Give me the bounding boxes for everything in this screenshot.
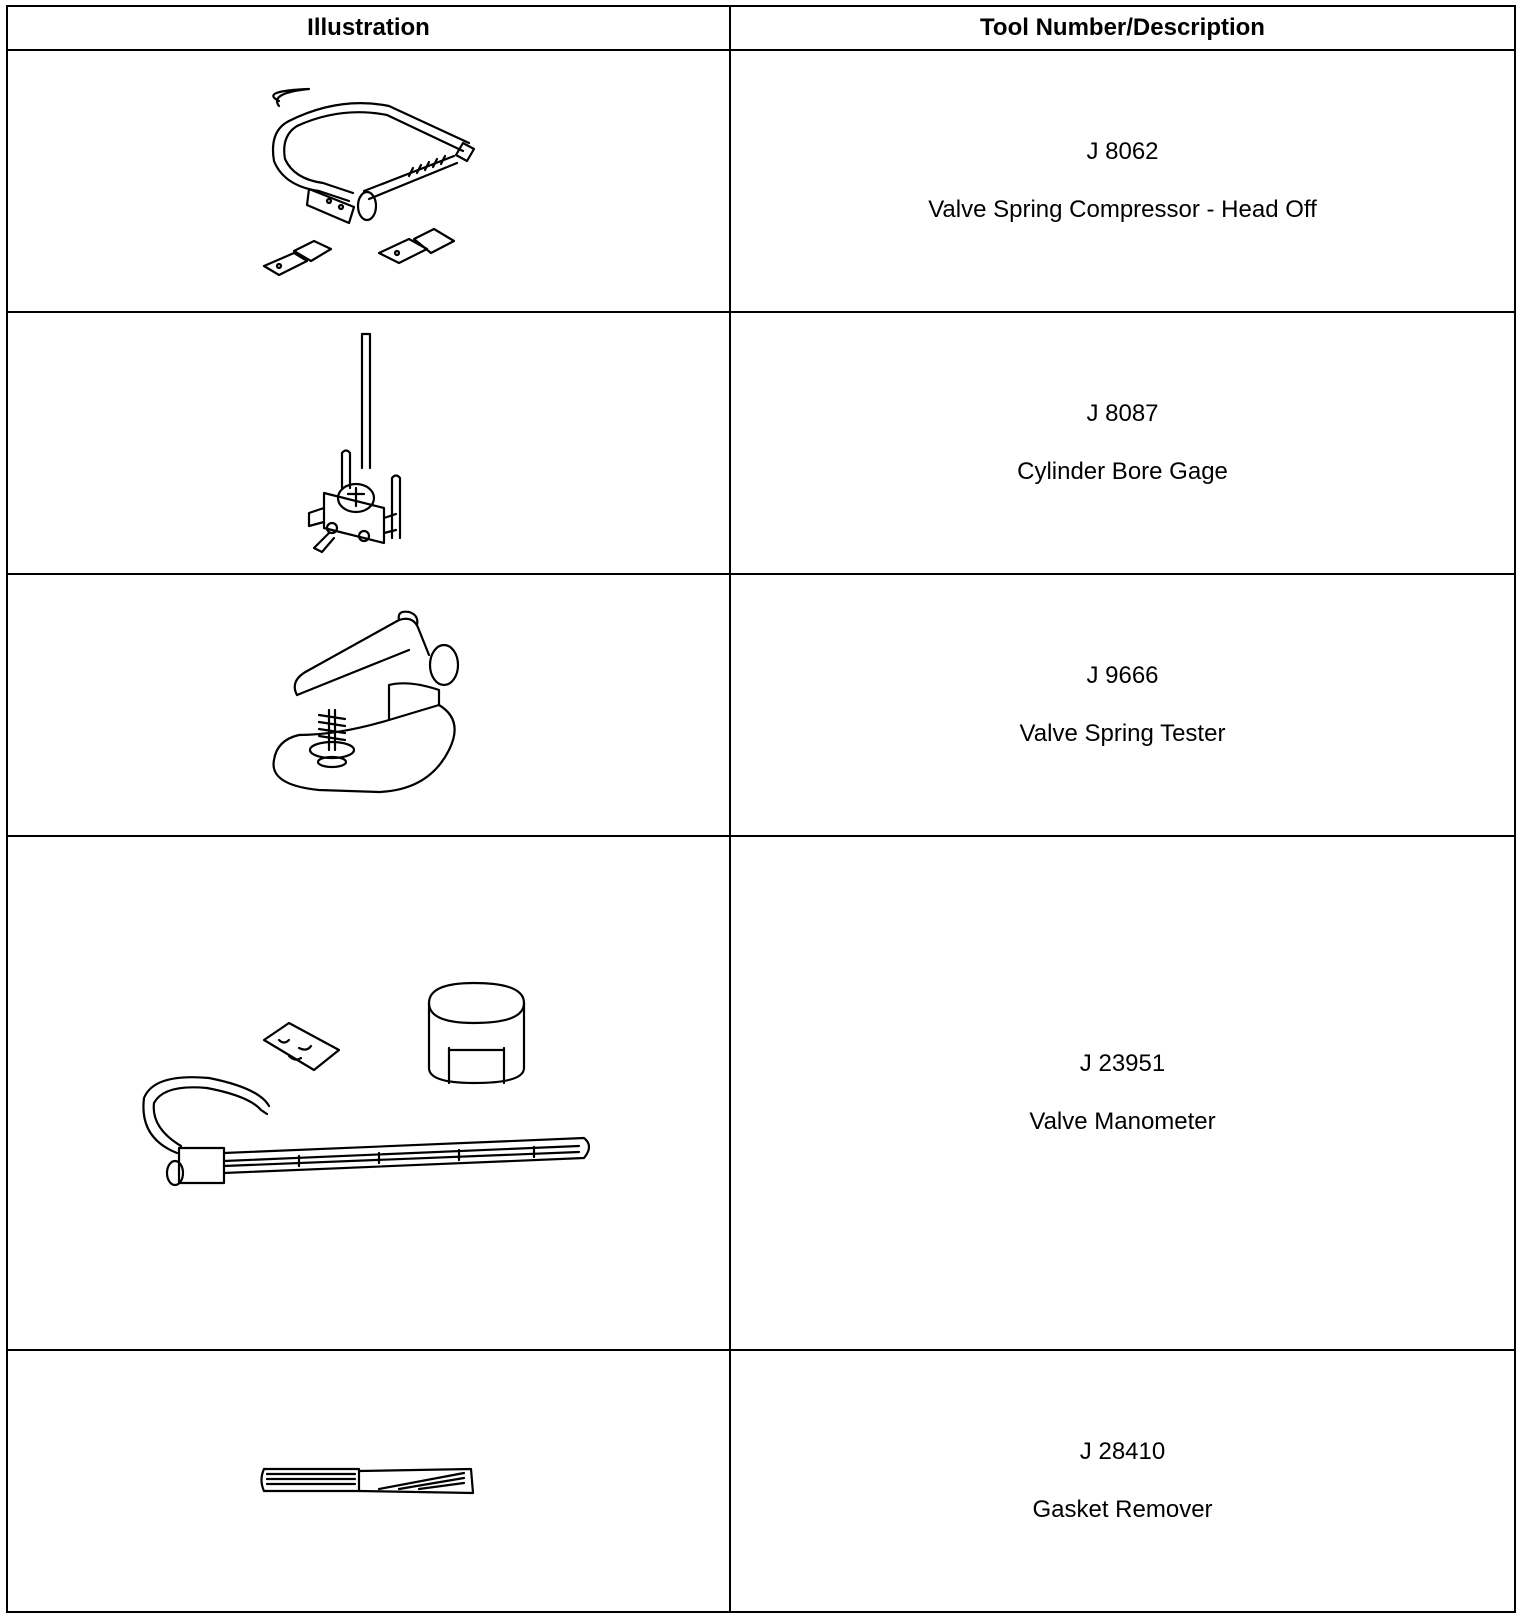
header-row [7, 6, 1515, 50]
valve-spring-compressor-icon [249, 81, 489, 281]
illustration-cell [7, 312, 730, 574]
illustration-cell [7, 50, 730, 312]
tool-description-cell [730, 836, 1515, 1350]
gasket-remover-icon [259, 1461, 479, 1501]
tool-name: Valve Spring Compressor - Head Off [928, 196, 1317, 223]
illustration-cell [7, 836, 730, 1350]
tool-description-cell [730, 50, 1515, 312]
tool-description-cell [730, 1350, 1515, 1612]
table-row [7, 836, 1515, 1350]
tool-number: J 8087 [1086, 400, 1159, 427]
tool-name: Valve Manometer [1029, 1108, 1216, 1135]
table-row [7, 312, 1515, 574]
table-row [7, 50, 1515, 312]
header-tool-description: Tool Number/Description [730, 6, 1515, 50]
tool-description-cell [730, 574, 1515, 836]
table-row [7, 574, 1515, 836]
tool-number: J 8062 [1086, 138, 1159, 165]
tool-description-cell [730, 312, 1515, 574]
table-row [7, 1350, 1515, 1612]
tool-name: Gasket Remover [1032, 1496, 1213, 1523]
illustration-cell [7, 1350, 730, 1612]
tool-name: Valve Spring Tester [1019, 720, 1226, 747]
valve-spring-tester-icon [269, 610, 469, 800]
valve-manometer-icon [139, 978, 599, 1208]
tool-name: Cylinder Bore Gage [1017, 458, 1228, 485]
tool-number: J 9666 [1086, 662, 1159, 689]
tool-number: J 23951 [1079, 1050, 1166, 1077]
header-illustration: Illustration [7, 6, 730, 50]
tool-number: J 28410 [1079, 1438, 1166, 1465]
illustration-cell [7, 574, 730, 836]
tools-table [6, 5, 1516, 1613]
cylinder-bore-gage-icon [304, 328, 434, 558]
